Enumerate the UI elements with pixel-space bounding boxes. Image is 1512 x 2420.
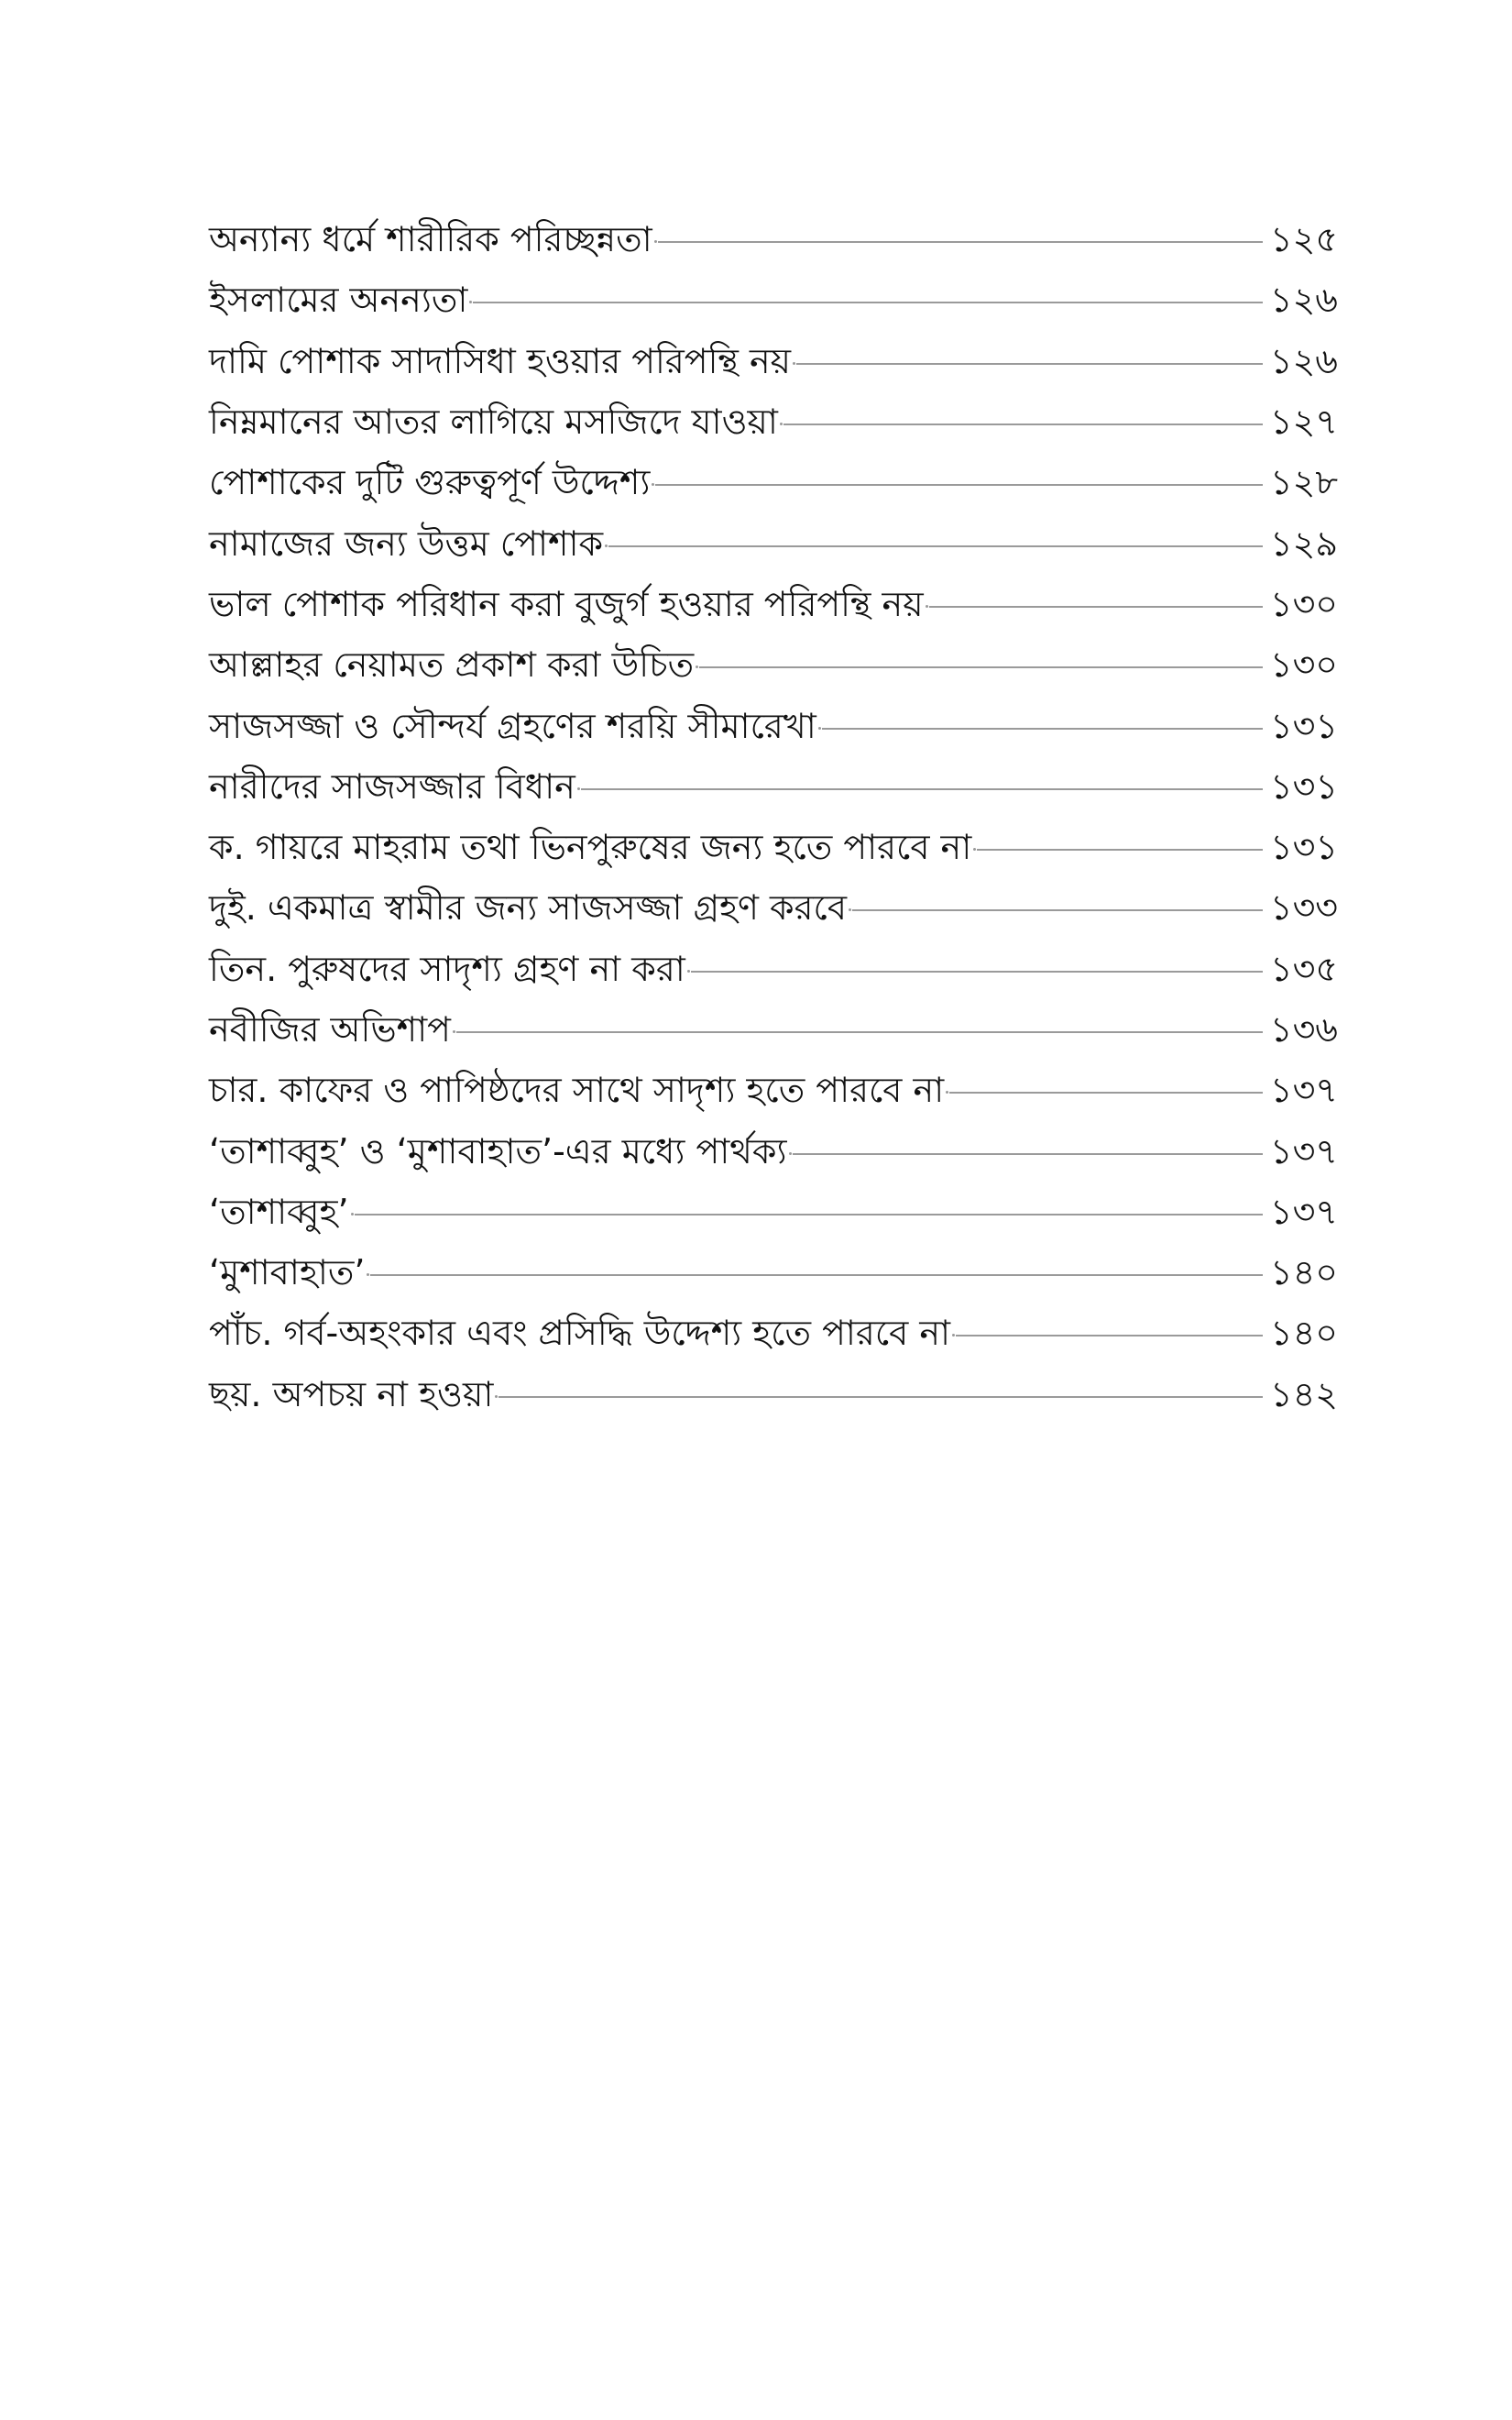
toc-entry-page-number: ১২৮ — [1269, 462, 1338, 503]
toc-entry[interactable] — [209, 817, 1338, 877]
toc-entry-page-number: ১৩৬ — [1269, 1009, 1338, 1050]
dotted-leader — [655, 484, 1263, 486]
dotted-leader — [499, 1396, 1263, 1398]
toc-entry-page-number: ১৩১ — [1269, 765, 1338, 807]
toc-entry-page-number: ১৩৩ — [1269, 887, 1338, 929]
toc-entry-title: নবীজির অভিশাপ — [209, 1009, 451, 1050]
dotted-leader — [949, 1092, 1263, 1094]
toc-entry-title: পোশাকের দুটি গুরুত্বপূর্ণ উদ্দেশ্য — [209, 462, 651, 503]
toc-entry[interactable] — [209, 634, 1338, 695]
toc-entry-page-number: ১৪০ — [1269, 1252, 1338, 1293]
dotted-leader — [581, 788, 1263, 790]
toc-entry-title: অন্যান্য ধর্মে শারীরিক পরিচ্ছন্নতা — [209, 219, 652, 260]
table-of-contents — [209, 209, 1338, 1424]
dotted-leader — [699, 666, 1263, 668]
toc-entry-title: পাঁচ. গর্ব-অহংকার এবং প্রসিদ্ধি উদ্দেশ্য হতে পারবে না — [209, 1313, 951, 1354]
toc-entry-page-number: ১২৬ — [1269, 280, 1338, 321]
toc-entry-title: দামি পোশাক সাদাসিধা হওয়ার পরিপন্থি নয় — [209, 340, 792, 381]
toc-entry[interactable] — [209, 695, 1338, 755]
toc-entry-page-number: ১৩১ — [1269, 705, 1338, 746]
toc-entry[interactable] — [209, 512, 1338, 573]
toc-entry-title: ক. গায়রে মাহরাম তথা ভিনপুরুষের জন্য হতে পারবে না — [209, 827, 972, 868]
toc-entry-page-number: ১৩৫ — [1269, 948, 1338, 989]
dotted-leader — [822, 728, 1263, 730]
toc-entry-title: ভাল পোশাক পরিধান করা বুজুর্গ হওয়ার পরিপন্থি নয় — [209, 583, 924, 624]
toc-entry[interactable] — [209, 391, 1338, 452]
toc-entry[interactable] — [209, 574, 1338, 634]
dotted-leader — [929, 606, 1263, 608]
dotted-leader — [608, 545, 1263, 547]
toc-entry-title: আল্লাহর নেয়ামত প্রকাশ করা উচিত — [209, 644, 695, 686]
toc-entry-title: তিন. পুরুষদের সাদৃশ্য গ্রহণ না করা — [209, 948, 685, 989]
toc-entry-title: ‘মুশাবাহাত’ — [209, 1252, 366, 1293]
toc-entry[interactable] — [209, 1060, 1338, 1120]
toc-entry-page-number: ১৩০ — [1269, 644, 1338, 686]
dotted-leader — [793, 1153, 1264, 1155]
toc-entry-page-number: ১৩১ — [1269, 827, 1338, 868]
dotted-leader — [783, 424, 1263, 425]
dotted-leader — [370, 1274, 1263, 1276]
toc-entry[interactable] — [209, 1120, 1338, 1181]
toc-entry-page-number: ১৪০ — [1269, 1313, 1338, 1354]
toc-entry[interactable] — [209, 452, 1338, 512]
dotted-leader — [977, 849, 1263, 851]
toc-entry[interactable] — [209, 1242, 1338, 1303]
toc-entry-title: নামাজের জন্য উত্তম পোশাক — [209, 522, 604, 564]
toc-entry-page-number: ১৩৭ — [1269, 1070, 1338, 1111]
toc-entry-title: ‘তাশাব্বুহ’ — [209, 1191, 349, 1232]
dotted-leader — [658, 241, 1263, 243]
toc-entry-title: সাজসজ্জা ও সৌন্দর্য গ্রহণের শরয়ি সীমারেখা — [209, 705, 816, 746]
toc-entry-page-number: ১২৯ — [1269, 522, 1338, 564]
toc-entry-page-number: ১৪২ — [1269, 1373, 1338, 1414]
dotted-leader — [796, 363, 1263, 365]
toc-entry-page-number: ১৩৭ — [1269, 1191, 1338, 1232]
toc-entry-page-number: ১৩০ — [1269, 583, 1338, 624]
toc-entry[interactable] — [209, 1182, 1338, 1242]
toc-entry-title: ইসলামের অনন্যতা — [209, 280, 468, 321]
toc-entry-page-number: ১২৭ — [1269, 402, 1338, 443]
toc-entry-title: ‘তাশাব্বুহ’ ও ‘মুশাবাহাত’-এর মধ্যে পার্থক্য — [209, 1130, 787, 1172]
toc-entry[interactable] — [209, 756, 1338, 817]
toc-entry-title: নিম্নমানের আতর লাগিয়ে মসজিদে যাওয়া — [209, 402, 778, 443]
dotted-leader — [456, 1031, 1263, 1033]
toc-entry-title: চার. কাফের ও পাপিষ্ঠদের সাথে সাদৃশ্য হতে পারবে না — [209, 1070, 945, 1111]
dotted-leader — [956, 1335, 1263, 1336]
toc-entry-title: নারীদের সাজসজ্জার বিধান — [209, 765, 575, 807]
dotted-leader — [691, 971, 1263, 973]
dotted-leader — [355, 1214, 1263, 1216]
toc-entry[interactable] — [209, 999, 1338, 1060]
toc-entry-page-number: ১২৬ — [1269, 340, 1338, 381]
dotted-leader — [852, 909, 1263, 911]
toc-entry[interactable] — [209, 331, 1338, 391]
toc-entry[interactable] — [209, 270, 1338, 330]
dotted-leader — [473, 302, 1263, 303]
toc-entry[interactable] — [209, 1303, 1338, 1363]
toc-entry[interactable] — [209, 1364, 1338, 1424]
toc-entry-title: দুই. একমাত্র স্বামীর জন্য সাজসজ্জা গ্রহণ করবে — [209, 887, 847, 929]
toc-entry-page-number: ১৩৭ — [1269, 1130, 1338, 1172]
toc-entry-page-number: ১২৫ — [1269, 219, 1338, 260]
toc-entry[interactable] — [209, 209, 1338, 270]
toc-entry-title: ছয়. অপচয় না হওয়া — [209, 1373, 494, 1414]
toc-entry[interactable] — [209, 939, 1338, 999]
toc-entry[interactable] — [209, 877, 1338, 938]
